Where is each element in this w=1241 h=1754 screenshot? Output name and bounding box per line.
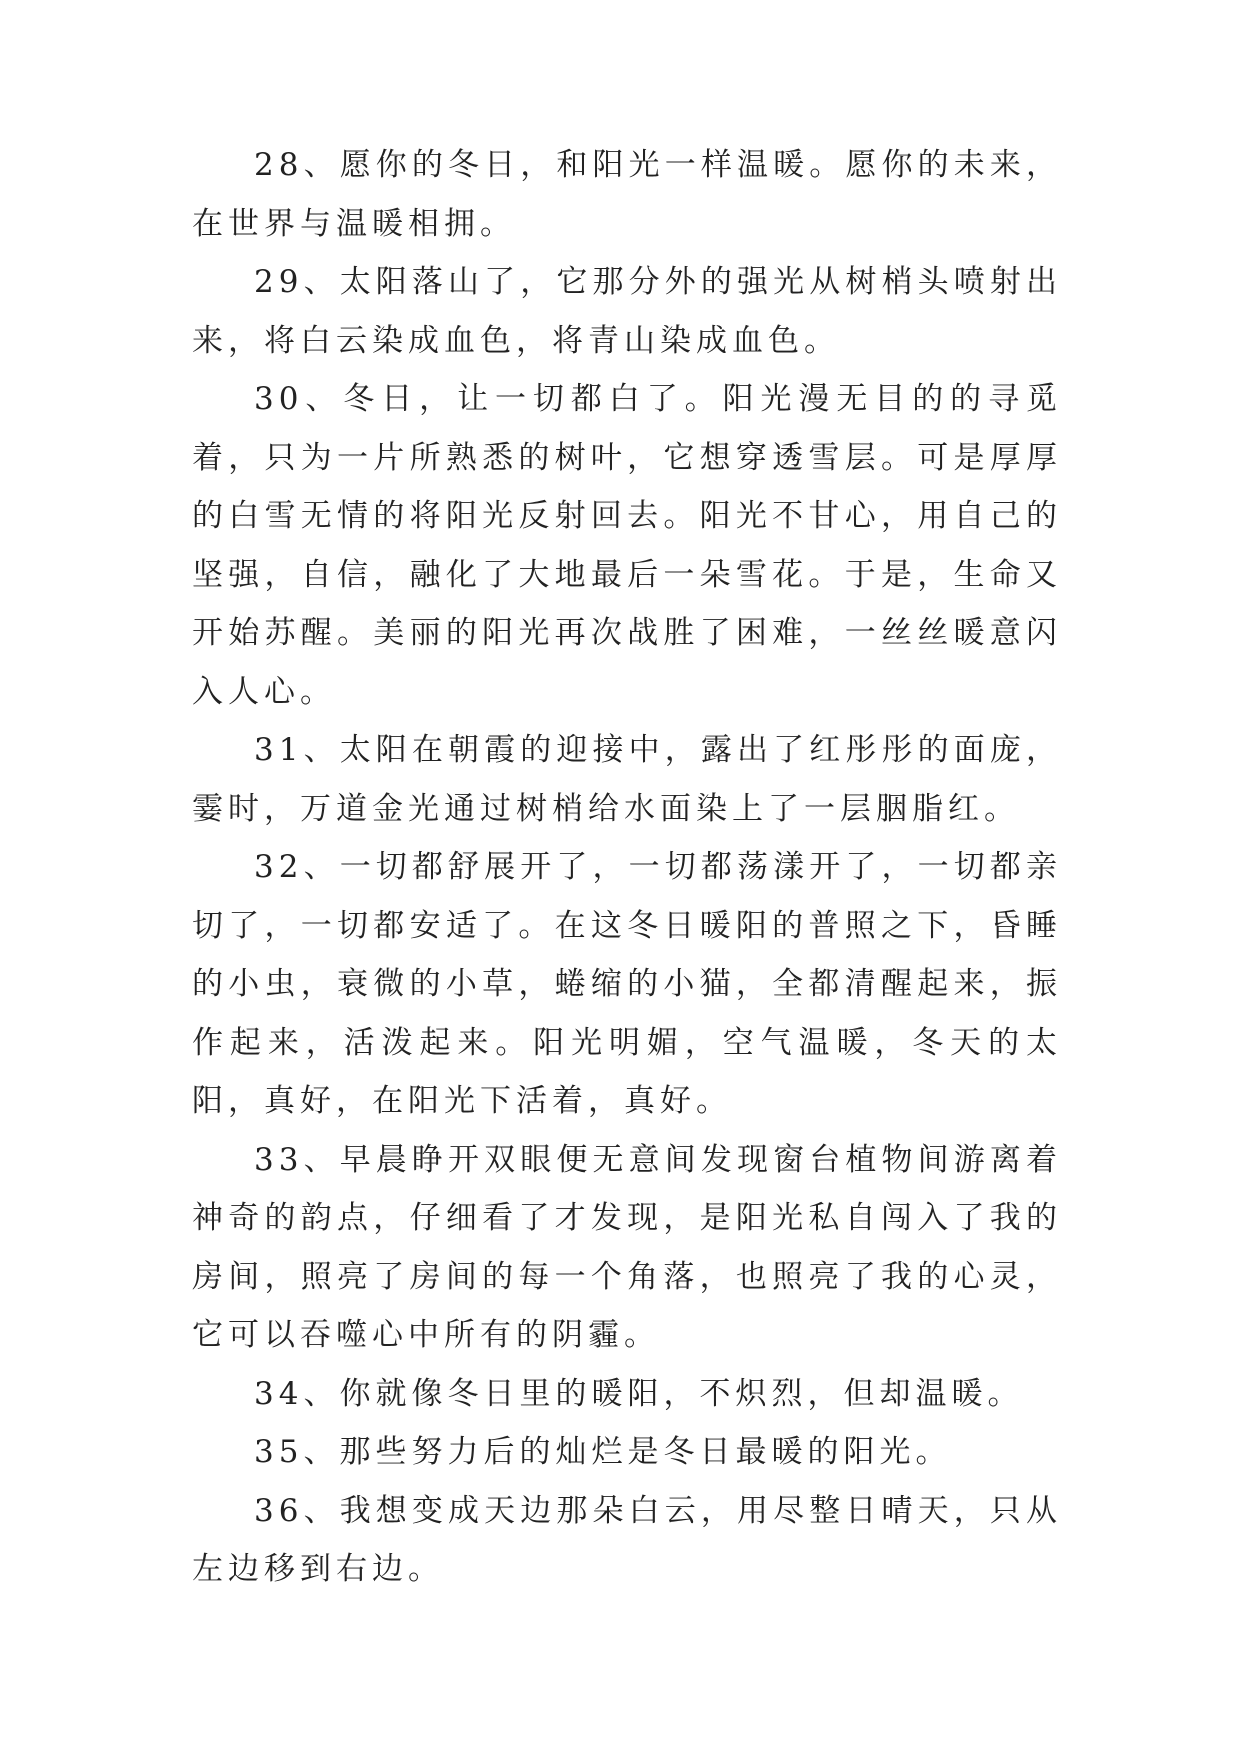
paragraph-29: 29、太阳落山了，它那分外的强光从树梢头喷射出来，将白云染成血色，将青山染成血色。 — [192, 264, 1062, 359]
paragraph-28: 28、愿你的冬日，和阳光一样温暖。愿你的未来，在世界与温暖相拥。 — [192, 147, 1062, 242]
paragraph-30: 30、冬日，让一切都白了。阳光漫无目的的寻觅着，只为一片所熟悉的树叶，它想穿透雪层。可是厚厚的白雪无情的将阳光反射回去。阳光不甘心，用自己的坚强，自信，融化了大地最后一朵雪花。于是，生命又开始苏醒。美丽的阳光再次战胜了困难，一丝丝暖意闪入人心。 — [192, 381, 1062, 710]
paragraph-35: 35、那些努力后的灿烂是冬日最暖的阳光。 — [254, 1434, 952, 1470]
paragraph-33: 33、早晨睁开双眼便无意间发现窗台植物间游离着神奇的韵点，仔细看了才发现，是阳光私自闯入了我的房间，照亮了房间的每一个角落，也照亮了我的心灵，它可以吞噬心中所有的阴霾。 — [192, 1141, 1062, 1353]
paragraph-32: 32、一切都舒展开了，一切都荡漾开了，一切都亲切了，一切都安适了。在这冬日暖阳的普照之下，昏睡的小虫，衰微的小草，蜷缩的小猫，全都清醒起来，振作起来，活泼起来。阳光明媚，空气温暖，冬天的太阳，真好，在阳光下活着，真好。 — [192, 849, 1062, 1119]
paragraph-34: 34、你就像冬日里的暖阳，不炽烈，但却温暖。 — [254, 1375, 1024, 1412]
paragraph-36: 36、我想变成天边那朵白云，用尽整日晴天，只从左边移到右边。 — [192, 1492, 1062, 1587]
paragraph-31: 31、太阳在朝霞的迎接中，露出了红彤彤的面庞，霎时，万道金光通过树梢给水面染上了一层胭脂红。 — [192, 732, 1062, 827]
document-body — [192, 136, 1062, 1599]
